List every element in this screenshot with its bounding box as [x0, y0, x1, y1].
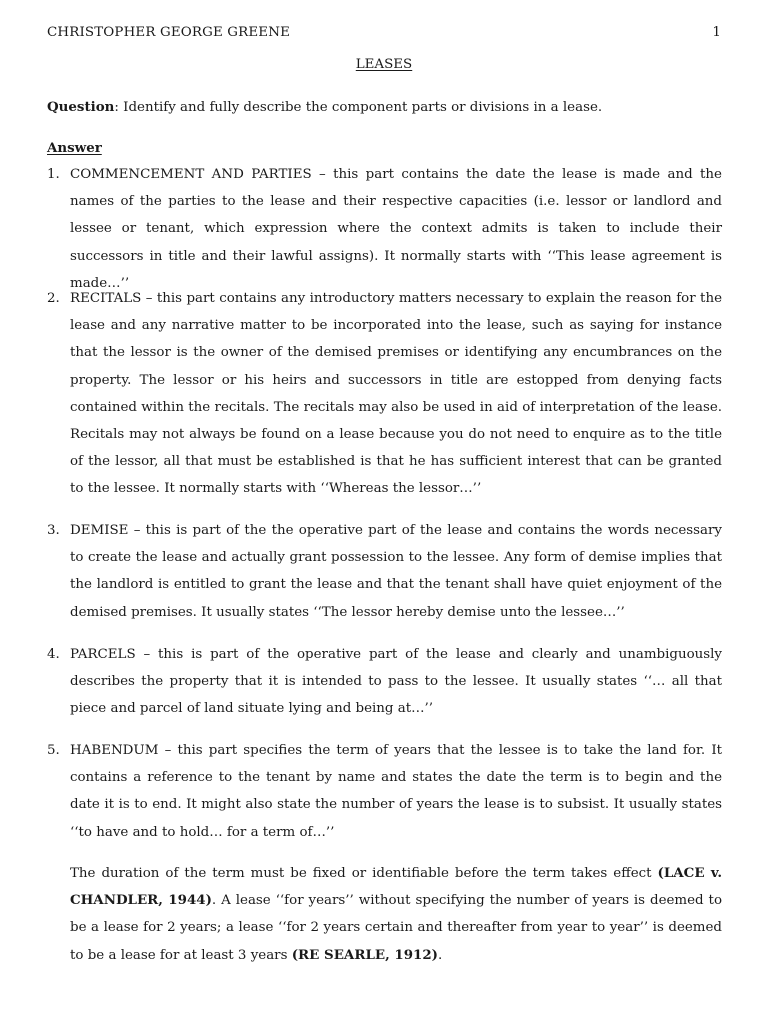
document-title: LEASES: [355, 57, 413, 72]
case-citation-searle: (RE SEARLE, 1912): [291, 946, 438, 963]
list-item-text: COMMENCEMENT AND PARTIES – this part contains the date the lease is made and the names of the parties to the lease and their respective capacities (i.e. lessor or landlord and lessee or tenant, which expression where the context admits is taken to include their successors in title and their lawful assigns). It normally starts with ‘‘This lease agreement is made…’’: [70, 167, 722, 291]
duration-text-3: .: [438, 947, 443, 963]
question-text: : Identify and fully describe the component parts or divisions in a lease.: [114, 100, 603, 115]
list-item-number: 1.: [47, 167, 60, 182]
page-header: [47, 25, 721, 45]
list-item-number: 2.: [47, 291, 60, 306]
header-author: CHRISTOPHER GEORGE GREENE: [47, 25, 291, 40]
case-citation-lace: (LACE v. CHANDLER, 1944): [70, 865, 723, 909]
list-item-demise: [47, 517, 722, 626]
question-label: Question: [47, 99, 115, 115]
list-item-text: HABENDUM – this part specifies the term of years that the lessee is to take the land for. It contains a reference to the tenant by name and states the date the term is to begin and the date it is to end. It might also state the number of years the lease is to subsist. It usually states ‘‘to have and to hold… for a term of…’’: [70, 743, 722, 840]
duration-text-2: . A lease ‘‘for years’’ without specifying the number of years is deemed to be a lease for 2 years; a lease ‘‘for 2 years certain and thereafter from year to year’’ is deemed to be a lease for at least 3 years: [70, 893, 722, 963]
list-item-parcels: [47, 641, 722, 723]
duration-paragraph: [70, 860, 722, 969]
list-item-recitals: [47, 285, 722, 503]
list-item-habendum: [47, 737, 722, 846]
list-item-text: RECITALS – this part contains any introductory matters necessary to explain the reason for the lease and any narrative matter to be incorporated into the lease, such as saying for instance that the lessor is the owner of the demised premises or identifying any encumbrances on the property. The lessor or his heirs and successors in title are estopped from denying facts contained within the recitals. The recitals may also be used in aid of interpretation of the lease. Recitals may not always be found on a lease because you do not need to enquire as to the title of the lessor, all that must be established is that he has sufficient interest that can be granted to the lessee. It normally starts with ‘‘Whereas the lessor…’’: [70, 291, 722, 497]
list-item-number: 5.: [47, 743, 60, 758]
list-item-number: 4.: [47, 647, 60, 662]
question-line: [47, 99, 727, 115]
duration-text-1: The duration of the term must be fixed or identifiable before the term takes effect: [70, 866, 658, 881]
header-page-number: 1: [712, 25, 721, 40]
list-item-text: DEMISE – this is part of the the operative part of the lease and contains the words necessary to create the lease and actually grant possession to the lessee. Any form of demise implies that the landlord is entitled to grant the lease and that the tenant shall have quiet enjoyment of the demised premises. It usually states ‘‘The lessor hereby demise unto the lessee…’’: [70, 523, 722, 620]
list-item-commencement: [47, 161, 722, 297]
list-item-text: PARCELS – this is part of the operative part of the lease and clearly and unambiguously describes the property that it is intended to pass to the lessee. It usually states ‘‘… all that piece and parcel of land situate lying and being at…’’: [70, 647, 722, 717]
list-item-number: 3.: [47, 523, 60, 538]
answer-heading: Answer: [47, 140, 102, 156]
